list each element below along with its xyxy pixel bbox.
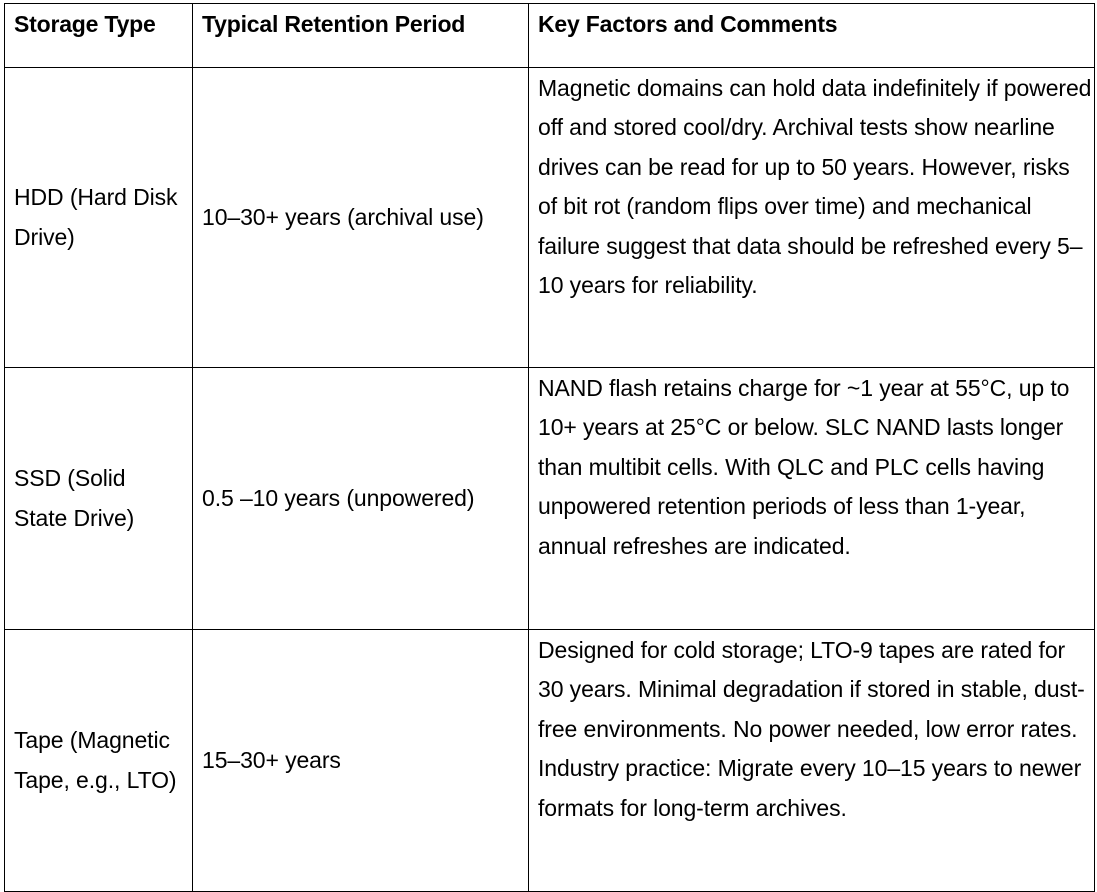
table-header [5, 4, 1095, 68]
table-row-ssd [5, 368, 1095, 630]
table-body [5, 68, 1095, 892]
cell-storage-type: SSD (Solid State Drive) [5, 368, 193, 630]
cell-comments: Magnetic domains can hold data indefinitely if powered off and stored cool/dry. Archival tests show nearline drives can be read for up to 50 years. However, risks of bit rot (random flips over time) and mechanical failure suggest that data should be refreshed every 5–10 years for reliability. [529, 68, 1095, 368]
cell-comments: NAND flash retains charge for ~1 year at 55°C, up to 10+ years at 25°C or below. SLC NAND lasts longer than multibit cells. With QLC and PLC cells having unpowered retention periods of less than 1-year, annual refreshes are indicated. [529, 368, 1095, 630]
cell-retention-period: 15–30+ years [193, 630, 529, 892]
table-row-tape [5, 630, 1095, 892]
cell-storage-type: Tape (Magnetic Tape, e.g., LTO) [5, 630, 193, 892]
header-storage-type: Storage Type [5, 4, 193, 68]
cell-retention-period: 0.5 –10 years (unpowered) [193, 368, 529, 630]
cell-comments: Designed for cold storage; LTO-9 tapes are rated for 30 years. Minimal degradation if stored in stable, dust-free environments. No power needed, low error rates. Industry practice: Migrate every 10–15 years to newer formats for long-term archives. [529, 630, 1095, 892]
table-row-hdd [5, 68, 1095, 368]
storage-retention-table [4, 3, 1095, 892]
cell-storage-type: HDD (Hard Disk Drive) [5, 68, 193, 368]
header-retention-period: Typical Retention Period [193, 4, 529, 68]
header-row [5, 4, 1095, 68]
header-key-factors: Key Factors and Comments [529, 4, 1095, 68]
cell-retention-period: 10–30+ years (archival use) [193, 68, 529, 368]
